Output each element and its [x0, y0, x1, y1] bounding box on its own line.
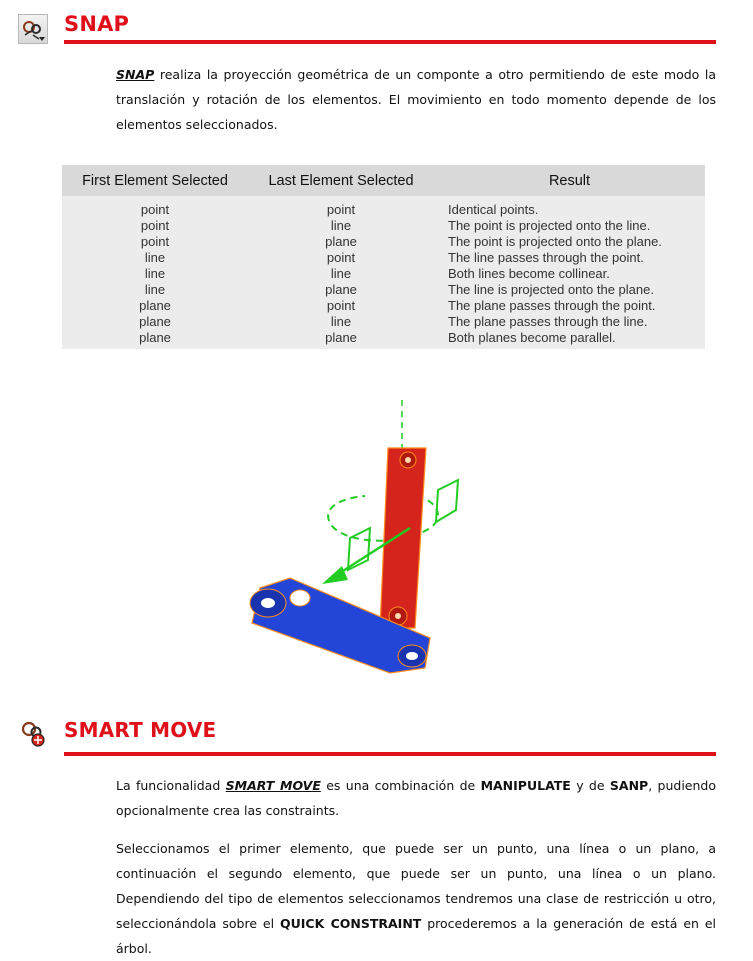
text-run: , pudiendo opcionalmente crea las constraints. — [116, 778, 716, 818]
table-row — [62, 314, 705, 330]
cell-first: plane — [139, 330, 171, 345]
cell-first: point — [140, 234, 170, 249]
snap-keyword-bold: SANP — [609, 778, 649, 793]
cell-first: line — [144, 266, 166, 281]
snap-section-header — [0, 8, 753, 48]
col-header-first: First Element Selected — [62, 165, 248, 196]
red-link-part — [380, 448, 426, 628]
cell-last: plane — [325, 234, 357, 249]
smart-move-steps — [116, 836, 716, 961]
table-header-row — [62, 165, 705, 196]
cell-result: Identical points. — [448, 202, 539, 217]
smart-move-tool-icon — [18, 718, 48, 748]
snap-tool-icon — [18, 14, 48, 44]
assembly-illustration — [230, 398, 470, 698]
cell-result: The line is projected onto the plane. — [448, 282, 654, 297]
text-run: Seleccionamos el primer elemento, que puede ser un punto, una línea o un plano, a continuación el segundo elemento, que puede ser un punto, una línea o un plano. Dependiendo del tipo de elementos seleccionamos tendremos una clase de restricción u otro, seleccionándola sobre el — [116, 841, 716, 931]
smart-move-intro — [116, 773, 716, 823]
manipulate-keyword: MANIPULATE — [480, 778, 571, 793]
table-row — [62, 218, 705, 234]
table-row — [62, 330, 705, 349]
cell-first: line — [144, 250, 166, 265]
cell-first: point — [140, 202, 170, 217]
cell-last: line — [330, 218, 352, 233]
cell-result: Both planes become parallel. — [448, 330, 616, 345]
cell-last: plane — [325, 282, 357, 297]
cell-last: line — [330, 314, 352, 329]
arrow-head — [322, 566, 348, 584]
cell-last: point — [326, 202, 356, 217]
section-divider — [64, 40, 716, 44]
col-header-result: Result — [434, 165, 705, 196]
quick-constraint-keyword: QUICK CONSTRAINT — [280, 916, 422, 931]
section-title: SMART MOVE — [64, 718, 217, 742]
table-row — [62, 282, 705, 298]
snap-description — [116, 52, 716, 137]
cell-last: point — [326, 298, 356, 313]
section-title: SNAP — [64, 12, 130, 36]
cell-result: The plane passes through the point. — [448, 298, 656, 313]
table-row — [62, 234, 705, 250]
table-row — [62, 298, 705, 314]
cell-result: The point is projected onto the plane. — [448, 234, 662, 249]
col-header-last: Last Element Selected — [248, 165, 434, 196]
text-run: La funcionalidad — [116, 778, 226, 793]
text-run: y de — [570, 778, 610, 793]
cell-result: Both lines become collinear. — [448, 266, 610, 281]
cell-first: plane — [139, 298, 171, 313]
snap-rules-table — [62, 165, 705, 349]
table-row — [62, 202, 705, 218]
cell-last: line — [330, 266, 352, 281]
section-divider — [64, 752, 716, 756]
cell-result: The line passes through the point. — [448, 250, 644, 265]
snap-keyword: SNAP — [116, 67, 155, 82]
plane-marker-1 — [436, 480, 458, 522]
cell-last: point — [326, 250, 356, 265]
snap-description-text: realiza la proyección geométrica de un componte a otro permitiendo de este modo la translación y rotación de los elementos. El movimiento en todo momento depende de los elementos seleccionados. — [116, 67, 716, 132]
table-row — [62, 250, 705, 266]
cell-result: The point is projected onto the line. — [448, 218, 651, 233]
cell-first: point — [140, 218, 170, 233]
smart-move-keyword: SMART MOVE — [225, 778, 321, 793]
text-run: procederemos a la generación de está en el árbol. — [116, 916, 717, 956]
table-row — [62, 266, 705, 282]
cell-first: plane — [139, 314, 171, 329]
smart-move-section-header — [0, 712, 753, 760]
cell-last: plane — [325, 330, 357, 345]
plane-marker-2 — [348, 528, 370, 570]
cell-result: The plane passes through the line. — [448, 314, 648, 329]
cell-first: line — [144, 282, 166, 297]
text-run: es una combinación de — [320, 778, 481, 793]
